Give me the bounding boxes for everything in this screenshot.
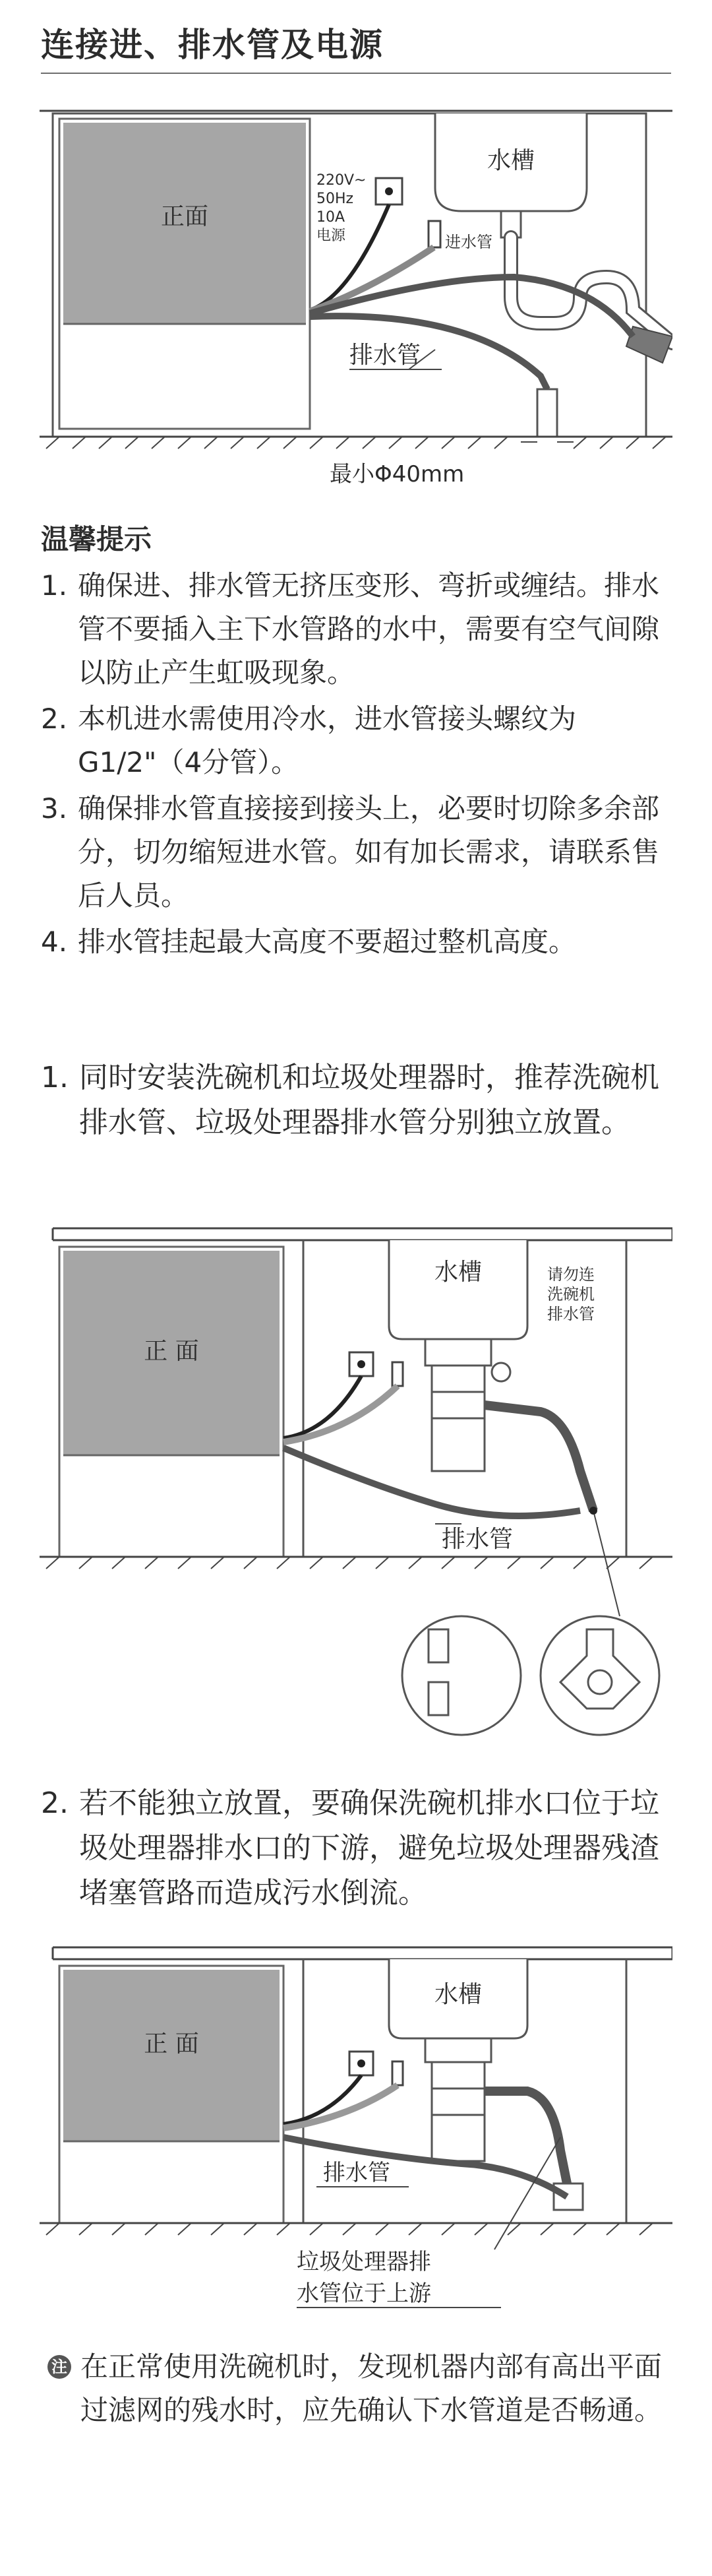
svg-text:正 面: 正 面 xyxy=(144,2030,199,2058)
sink xyxy=(389,1240,527,1339)
detail-circle-left xyxy=(402,1616,521,1735)
svg-text:进水管: 进水管 xyxy=(445,233,492,251)
diagram-downstream xyxy=(40,1939,672,2315)
svg-text:最小Φ40mm: 最小Φ40mm xyxy=(330,461,465,487)
tips-list xyxy=(41,564,674,966)
front-label: 正面 xyxy=(160,203,209,230)
svg-text:请勿连: 请勿连 xyxy=(547,1265,595,1284)
svg-text:排水管: 排水管 xyxy=(442,1526,514,1553)
svg-text:水槽: 水槽 xyxy=(434,1981,483,2008)
page-title: 连接进、排水管及电源 xyxy=(41,26,384,64)
svg-text:正 面: 正 面 xyxy=(144,1338,199,1365)
svg-text:水槽: 水槽 xyxy=(434,1259,483,1286)
section-downstream: 2. 若不能独立放置，要确保洗碗机排水口位于垃圾处理器排水口的下游，避免垃圾处理器残渣堵塞管路而造成污水倒流。 xyxy=(41,1786,659,1910)
svg-text:垃圾处理器排: 垃圾处理器排 xyxy=(297,2249,431,2275)
svg-text:排水管: 排水管 xyxy=(349,342,421,369)
note xyxy=(41,2345,674,2432)
note-icon: 注 xyxy=(47,2355,71,2379)
note-text: 在正常使用洗碗机时，发现机器内部有高出平面过滤网的残水时，应先确认下水管道是否畅通。 xyxy=(80,2350,663,2426)
svg-text:50Hz: 50Hz xyxy=(316,191,354,207)
svg-text:电源: 电源 xyxy=(316,228,346,244)
tips-title: 温馨提示 xyxy=(41,523,152,555)
list-item: 2. 本机进水需使用冷水，进水管接头螺纹为G1/2"（4分管）。 xyxy=(41,703,577,778)
list-item: 1. 确保进、排水管无挤压变形、弯折或缠结。排水管不要插入主下水管路的水中，需要有空气间隙以防止产生虹吸现象。 xyxy=(41,569,660,689)
svg-text:排水管: 排水管 xyxy=(323,2160,390,2186)
list-item: 3. 确保排水管直接接到接头上，必要时切除多余部分，切勿缩短进水管。如有加长需求，请联系售后人员。 xyxy=(41,792,660,912)
garbage-disposer xyxy=(432,2062,485,2161)
sink-label: 水槽 xyxy=(487,147,535,174)
svg-text:水管位于上游: 水管位于上游 xyxy=(297,2280,431,2307)
svg-text:10A: 10A xyxy=(316,209,345,226)
svg-text:220V~: 220V~ xyxy=(316,172,367,189)
diagram-connection xyxy=(40,99,672,495)
svg-text:洗碗机: 洗碗机 xyxy=(547,1285,595,1304)
title-divider xyxy=(41,73,671,74)
section-independent: 1. 同时安装洗碗机和垃圾处理器时，推荐洗碗机排水管、垃圾处理器排水管分别独立放置。 xyxy=(41,1061,659,1139)
diagram-independent xyxy=(40,1220,672,1761)
list-item: 4. 排水管挂起最大高度不要超过整机高度。 xyxy=(41,926,577,958)
svg-text:排水管: 排水管 xyxy=(547,1305,595,1323)
